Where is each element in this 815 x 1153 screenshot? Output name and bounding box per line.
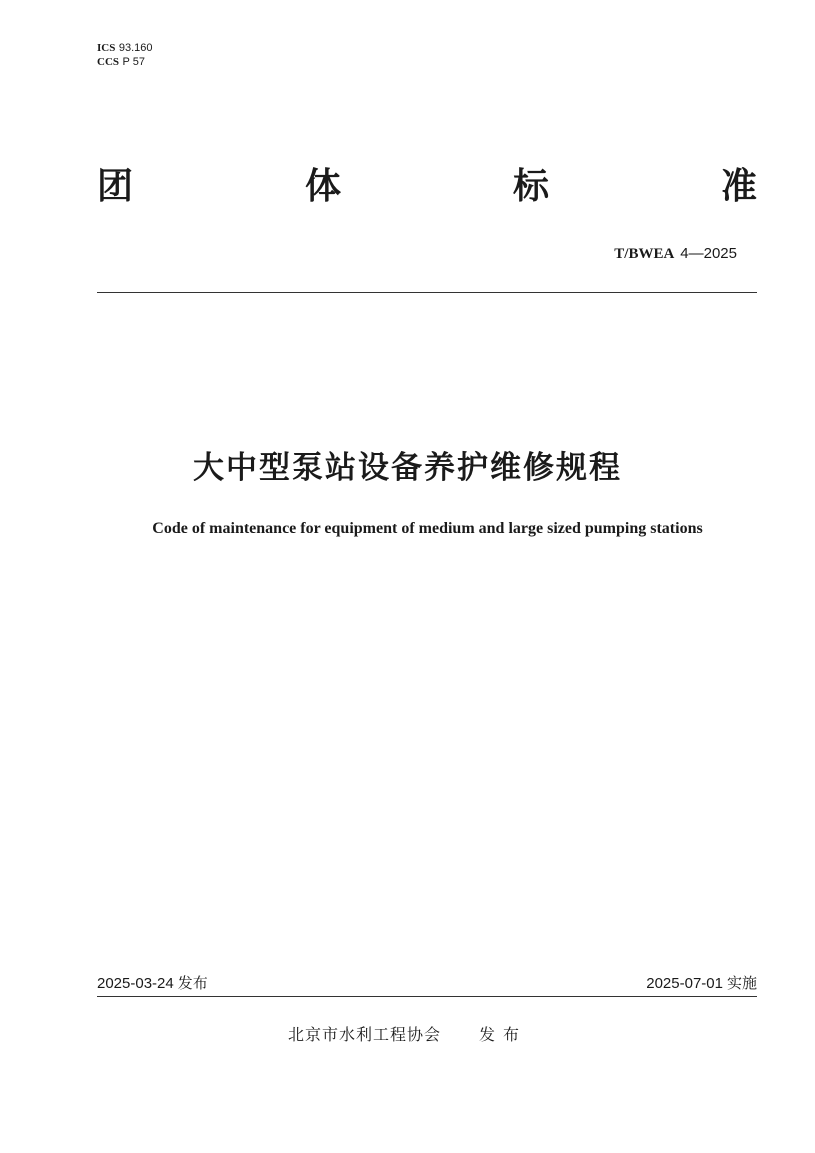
publisher-action: 发布	[479, 1025, 528, 1044]
ics-row	[97, 41, 153, 55]
issue-date: 2025-03-24	[97, 975, 174, 992]
standard-type-heading	[97, 162, 757, 212]
standard-type-char: 准	[720, 166, 757, 207]
bottom-divider	[97, 996, 757, 997]
document-title-chinese: 大中型泵站设备养护维修规程	[193, 450, 622, 486]
publisher-name: 北京市水利工程协会	[287, 1025, 441, 1044]
classification-codes	[97, 41, 153, 69]
standard-number-value: 4—2025	[680, 245, 737, 262]
issue-date-block	[97, 972, 208, 993]
standard-type-char: 标	[512, 166, 549, 207]
standard-type-char: 团	[97, 166, 134, 207]
ccs-label: CCS	[97, 56, 120, 68]
ics-value: 93.160	[118, 42, 153, 54]
standard-type-char: 体	[304, 166, 341, 207]
standard-code: T/BWEA	[614, 246, 675, 262]
implement-label: 实施	[726, 974, 757, 992]
ccs-row	[97, 55, 153, 69]
top-divider	[97, 292, 757, 293]
publisher-line	[0, 1022, 815, 1045]
ics-label: ICS	[97, 42, 116, 54]
implement-date-block	[646, 972, 757, 993]
document-title-english: Code of maintenance for equipment of medium and large sized pumping stations	[152, 520, 703, 537]
standard-number	[614, 244, 737, 263]
issue-label: 发布	[177, 974, 208, 992]
implement-date: 2025-07-01	[646, 975, 723, 992]
ccs-value: P 57	[122, 56, 145, 68]
